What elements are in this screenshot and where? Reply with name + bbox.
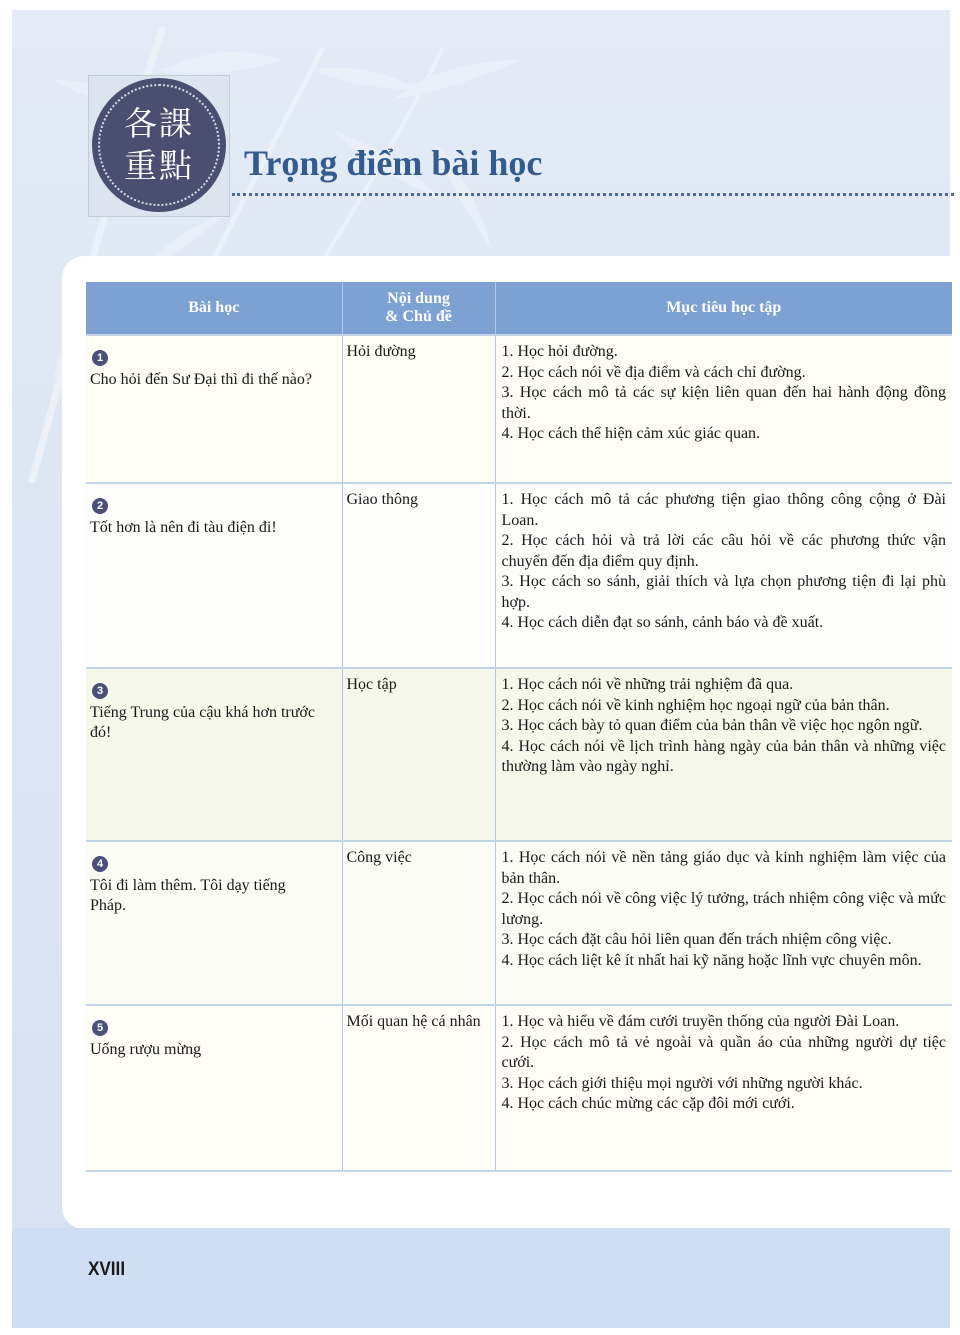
lesson-cell xyxy=(86,335,342,483)
table-row xyxy=(86,668,952,841)
topic-cell: Mối quan hệ cá nhân xyxy=(342,1005,495,1171)
lesson-number-badge: 1 xyxy=(92,350,108,366)
goal-item: 2. Học cách nói về kinh nghiệm học ngoại ngữ của bản thân. xyxy=(501,696,890,714)
goal-item: 2. Học cách hỏi và trả lời các câu hỏi về các phương thức vận chuyển đến địa điểm quy định. xyxy=(501,532,946,570)
page-title: Trọng điểm bài học xyxy=(244,143,543,183)
table-row xyxy=(86,1005,952,1171)
goals-cell xyxy=(495,483,952,668)
badge-line-1: 各課 xyxy=(124,104,194,143)
topic-cell: Học tập xyxy=(342,668,495,841)
lesson-number-badge: 2 xyxy=(92,498,108,514)
goal-item: 1. Học cách nói về nền tảng giáo dục và kinh nghiệm làm việc của bản thân. xyxy=(501,849,946,887)
goal-item: 4. Học cách nói về lịch trình hàng ngày của bản thân và những việc thường làm vào ngày nghỉ. xyxy=(501,737,946,775)
lesson-title: Uống rượu mừng xyxy=(90,1040,202,1058)
goals-cell xyxy=(495,1005,952,1171)
badge-line-2: 重點 xyxy=(124,146,194,185)
table-row xyxy=(86,483,952,668)
goal-item: 1. Học cách mô tả các phương tiện giao thông công cộng ở Đài Loan. xyxy=(501,491,946,529)
goal-item: 4. Học cách liệt kê ít nhất hai kỹ năng hoặc lĩnh vực chuyên môn. xyxy=(501,951,922,969)
lesson-title: Tôi đi làm thêm. Tôi dạy tiếng Pháp. xyxy=(90,876,286,914)
lesson-number-badge: 4 xyxy=(92,856,108,872)
goal-item: 3. Học cách bày tỏ quan điểm của bản thân về việc học ngôn ngữ. xyxy=(501,717,923,734)
goal-item: 1. Học hỏi đường. xyxy=(501,343,618,360)
column-header-topic-line-1: Nội dung xyxy=(387,290,450,307)
column-header-topic-line-2: & Chủ đề xyxy=(385,308,452,325)
goal-item: 4. Học cách diễn đạt so sánh, cảnh báo và đề xuất. xyxy=(501,614,824,631)
goal-item: 3. Học cách đặt câu hỏi liên quan đến trách nhiệm công việc. xyxy=(501,931,892,948)
goal-item: 4. Học cách chúc mừng các cặp đôi mới cưới. xyxy=(501,1095,795,1112)
goals-cell xyxy=(495,841,952,1005)
lesson-cell xyxy=(86,1005,342,1171)
badge-dotted-ring xyxy=(98,84,220,206)
lesson-title: Cho hỏi đến Sư Đại thì đi thế nào? xyxy=(90,370,312,388)
topic-cell: Công việc xyxy=(342,841,495,1005)
page-number: XVIII xyxy=(88,1259,126,1280)
lesson-title: Tốt hơn là nên đi tàu điện đi! xyxy=(90,518,277,536)
title-dotted-divider xyxy=(232,193,954,196)
goal-item: 2. Học cách mô tả vẻ ngoài và quần áo của những người dự tiệc cưới. xyxy=(501,1033,946,1071)
table-row xyxy=(86,841,952,1005)
lesson-number-badge: 5 xyxy=(92,1020,108,1036)
goal-item: 4. Học cách thể hiện cảm xúc giác quan. xyxy=(501,425,761,442)
topic-cell: Hỏi đường xyxy=(342,335,495,483)
goals-cell xyxy=(495,335,952,483)
column-header-goals: Mục tiêu học tập xyxy=(495,282,952,335)
goal-item: 3. Học cách mô tả các sự kiện liên quan đến hai hành động đồng thời. xyxy=(501,384,946,422)
goals-cell xyxy=(495,668,952,841)
column-header-topic xyxy=(342,282,495,335)
lesson-cell xyxy=(86,668,342,841)
goal-item: 2. Học cách nói về công việc lý tưởng, trách nhiệm công việc và mức lương. xyxy=(501,890,946,928)
footer-band xyxy=(12,1228,950,1328)
goal-item: 1. Học và hiểu về đám cưới truyền thống của người Đài Loan. xyxy=(501,1013,900,1030)
table-row xyxy=(86,335,952,483)
lesson-title: Tiếng Trung của cậu khá hơn trước đó! xyxy=(90,703,315,741)
lesson-cell xyxy=(86,841,342,1005)
lesson-highlights-table xyxy=(86,282,952,1172)
goal-item: 1. Học cách nói về những trải nghiệm đã qua. xyxy=(501,676,794,693)
goal-item: 3. Học cách so sánh, giải thích và lựa chọn phương tiện đi lại phù hợp. xyxy=(501,573,946,611)
table-header-row xyxy=(86,282,952,335)
lesson-cell xyxy=(86,483,342,668)
column-header-lesson: Bài học xyxy=(86,282,342,335)
goal-item: 2. Học cách nói về địa điểm và cách chỉ đường. xyxy=(501,363,806,381)
topic-cell: Giao thông xyxy=(342,483,495,668)
lesson-number-badge: 3 xyxy=(92,683,108,699)
lesson-highlights-badge xyxy=(92,78,226,212)
goal-item: 3. Học cách giới thiệu mọi người với những người khác. xyxy=(501,1074,863,1092)
